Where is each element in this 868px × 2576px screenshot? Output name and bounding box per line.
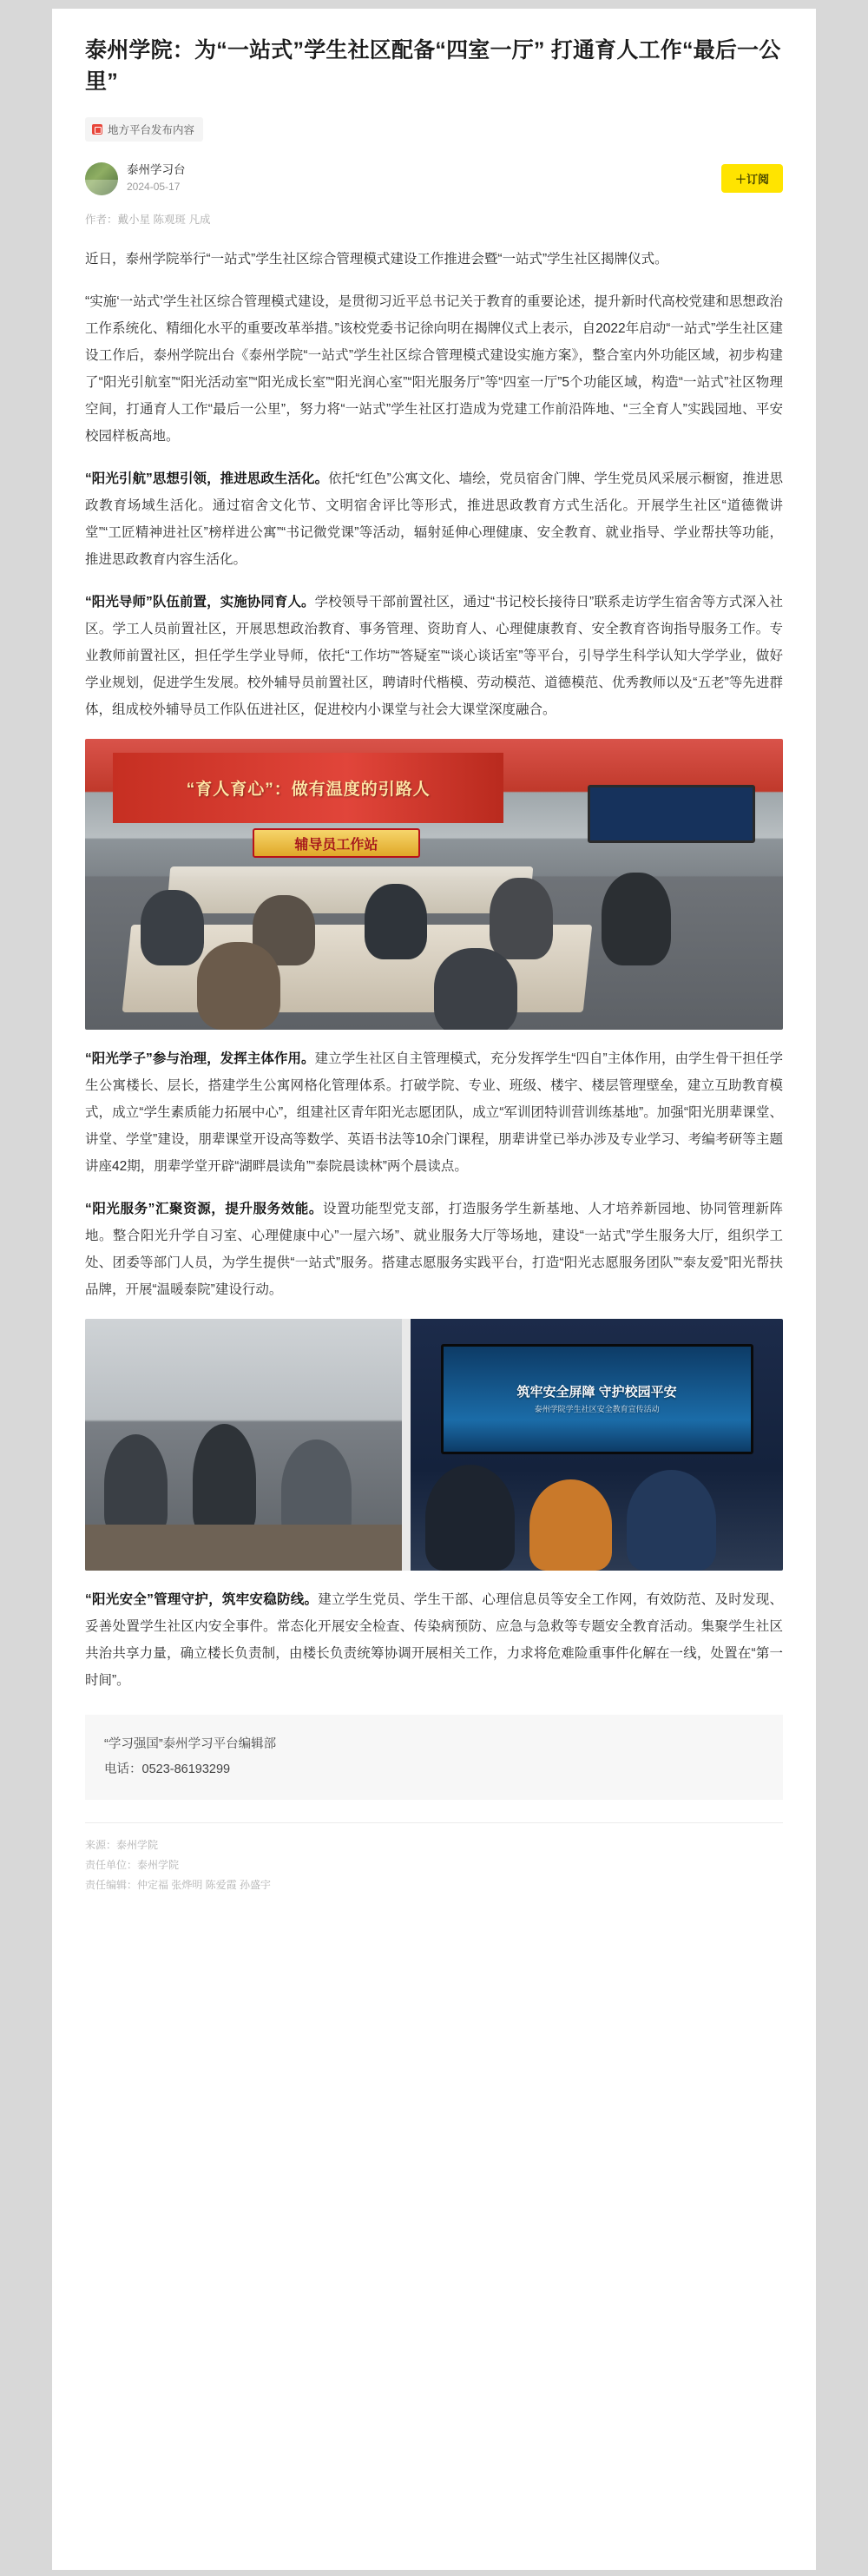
footer-divider <box>85 1822 783 1823</box>
photo1-person-4 <box>490 878 552 959</box>
footer-unit: 责任单位：泰州学院 <box>85 1858 180 1871</box>
author-row <box>85 162 783 195</box>
section-text-5: 建立学生党员、学生干部、心理信息员等安全工作网，有效防范、及时发现、妥善处置学生社区内安全事件。常态化开展安全检查、传染病预防、应急与急救等专题安全教育活动。集聚学生社区共治共享力量，确立楼长负责制，由楼长负责统筹协调开展相关工作，力求将危难险重事件化解在一线，处置在“第一时间”。 <box>85 1591 783 1688</box>
footer-editor: 责任编辑：仲定福 张烨明 陈爱霞 孙盛宇 <box>85 1879 272 1892</box>
section-paragraph-3 <box>85 1045 783 1180</box>
photo2-person-6 <box>627 1470 716 1571</box>
article-photo-classroom <box>85 739 783 1030</box>
section-paragraph-4 <box>85 1196 783 1303</box>
section-lead-5: “阳光安全”管理守护，筑牢安稳防线。 <box>85 1591 319 1607</box>
byline: 作者：戴小星 陈观斑 凡成 <box>85 213 211 226</box>
notice-line-1: “学习强国”泰州学习平台编辑部 <box>104 1736 277 1751</box>
photo1-person-6 <box>197 942 280 1030</box>
page-title: 泰州学院：为“一站式”学生社区配备“四室一厅” 打通育人工作“最后一公里” <box>85 38 781 95</box>
photo2-screen <box>441 1344 753 1455</box>
section-lead-1: “阳光引航”思想引领，推进思政生活化。 <box>85 471 329 486</box>
platform-icon <box>92 124 102 135</box>
photo2-screen-title: 筑牢安全屏障 守护校园平安 <box>516 1385 677 1400</box>
section-lead-3: “阳光学子”参与治理，发挥主体作用。 <box>85 1051 315 1066</box>
section-text-4: 设置功能型党支部，打造服务学生新基地、人才培养新园地、协同管理新阵地。整合阳光升学自习室、心理健康中心”一屋六场”、就业服务大厅等场地，建设“一站式”学生服务大厅，组织学工处、团委等部门人员，为学生提供“一站式”服务。搭建志愿服务实践平台，打造“阳光志愿服务团队”“泰友爱”阳光帮扶品牌，开展“温暖泰院”建设行动。 <box>85 1201 783 1297</box>
section-paragraph-5 <box>85 1586 783 1694</box>
photo2-table <box>85 1525 402 1570</box>
photo1-person-7 <box>434 948 517 1030</box>
photo2-person-5 <box>529 1479 611 1570</box>
article-card <box>52 9 816 2570</box>
photo2-screen-sub: 泰州学院学生社区安全教育宣传活动 <box>534 1405 660 1414</box>
subscribe-button[interactable]: ＋订阅 <box>721 164 783 193</box>
photo2-right-panel <box>411 1319 783 1571</box>
section-text-1: 依托“红色”公寓文化、墙绘，党员宿舍门牌、学生党员风采展示橱窗，推进思政教育场域生活化。通过宿舍文化节、文明宿舍评比等形式，推进思政教育方式生活化。开展学生社区“道德微讲堂”“工匠精神进社区”榜样进公寓”“书记微党课”等活动，辐射延伸心理健康、安全教育、就业指导、学业帮扶等功能，推进思政教育内容生活化。 <box>85 471 783 567</box>
section-paragraph-2 <box>85 589 783 723</box>
avatar[interactable] <box>85 162 118 195</box>
editor-notice-box <box>85 1715 783 1800</box>
publish-date: 2024-05-17 <box>127 180 181 193</box>
footer-meta <box>85 1835 783 1896</box>
photo2-person-1 <box>104 1434 168 1535</box>
section-text-3: 建立学生社区自主管理模式，充分发挥学生“四自”主体作用，由学生骨干担任学生公寓楼长、层长，搭建学生公寓网格化管理体系。打破学院、专业、班级、楼宇、楼层管理壁垒，建立互助教育模式，成立“学生素质能力拓展中心”，组建社区青年阳光志愿团队，成立“军训团特训营训练基地”。加强“阳光朋辈课堂、讲堂、学堂”建设，朋辈课堂开设高等数学、英语书法等10余门课程，朋辈讲堂已举办涉及专业学习、考编考研等主题讲座42期，朋辈学堂开辟“湖畔晨读角”“泰院晨读林”两个晨读点。 <box>85 1051 783 1174</box>
account-name[interactable]: 泰州学习台 <box>127 163 186 177</box>
author-meta <box>127 162 721 194</box>
section-paragraph-1 <box>85 465 783 573</box>
source-tag[interactable] <box>85 117 203 142</box>
notice-line-2: 电话：0523-86193299 <box>104 1762 231 1776</box>
paragraph-intro-2: “实施‘一站式’学生社区综合管理模式建设，是贯彻习近平总书记关于教育的重要论述，提升新时代高校党建和思想政治工作系统化、精细化水平的重要改革举措。”该校党委书记徐向明在揭牌仪式上表示，自2022年启动“一站式”学生社区建设工作后，泰州学院出台《泰州学院“一站式”学生社区综合管理模式建设实施方案》，整合室内外功能区域，初步构建了“阳光引航室”“阳光活动室”“阳光成长室”“阳光润心室”“阳光服务厅”等“四室一厅”5个功能区域，构造“一站式”社区物理空间，打通育人工作“最后一公里”，努力将“一站式”学生社区打造成为党建工作前沿阵地、“三全育人”实践园地、平安校园样板高地。 <box>85 293 783 444</box>
photo1-person-3 <box>365 884 427 959</box>
photo1-banner-text: “育人育心”：做有温度的引路人 <box>113 753 503 822</box>
tag-row <box>85 117 783 142</box>
section-lead-2: “阳光导师”队伍前置，实施协同育人。 <box>85 594 315 609</box>
photo2-person-4 <box>425 1465 515 1571</box>
article-photo-meeting <box>85 1319 783 1571</box>
section-text-2: 学校领导干部前置社区，通过“书记校长接待日”联系走访学生宿舍等方式深入社区。学工人员前置社区，开展思想政治教育、事务管理、资助育人、心理健康教育、安全教育咨询指导服务工作。专业教师前置社区，担任学生学业导师，依托“工作坊”“答疑室”“谈心谈话室”等平台，引导学生科学认知大学学业，做好学业规划，促进学生发展。校外辅导员前置社区，聘请时代楷模、劳动模范、道德模范、优秀教师以及“五老”等先进群体，组成校外辅导员工作队伍进社区，促进校内小课堂与社会大课堂深度融合。 <box>85 594 783 717</box>
photo1-person-5 <box>602 873 671 965</box>
photo2-left-panel <box>85 1319 402 1571</box>
photo1-plaque-text: 辅导员工作站 <box>253 828 420 858</box>
photo1-desk-back <box>167 866 534 913</box>
paragraph-intro-1: 近日，泰州学院举行“一站式”学生社区综合管理模式建设工作推进会暨“一站式”学生社区揭牌仪式。 <box>85 251 668 267</box>
section-lead-4: “阳光服务”汇聚资源，提升服务效能。 <box>85 1201 323 1216</box>
source-tag-label: 地方平台发布内容 <box>108 123 195 136</box>
photo1-screen <box>588 785 755 843</box>
photo1-person-1 <box>141 890 203 965</box>
footer-source: 来源：泰州学院 <box>85 1838 159 1851</box>
photo2-person-2 <box>193 1424 256 1535</box>
